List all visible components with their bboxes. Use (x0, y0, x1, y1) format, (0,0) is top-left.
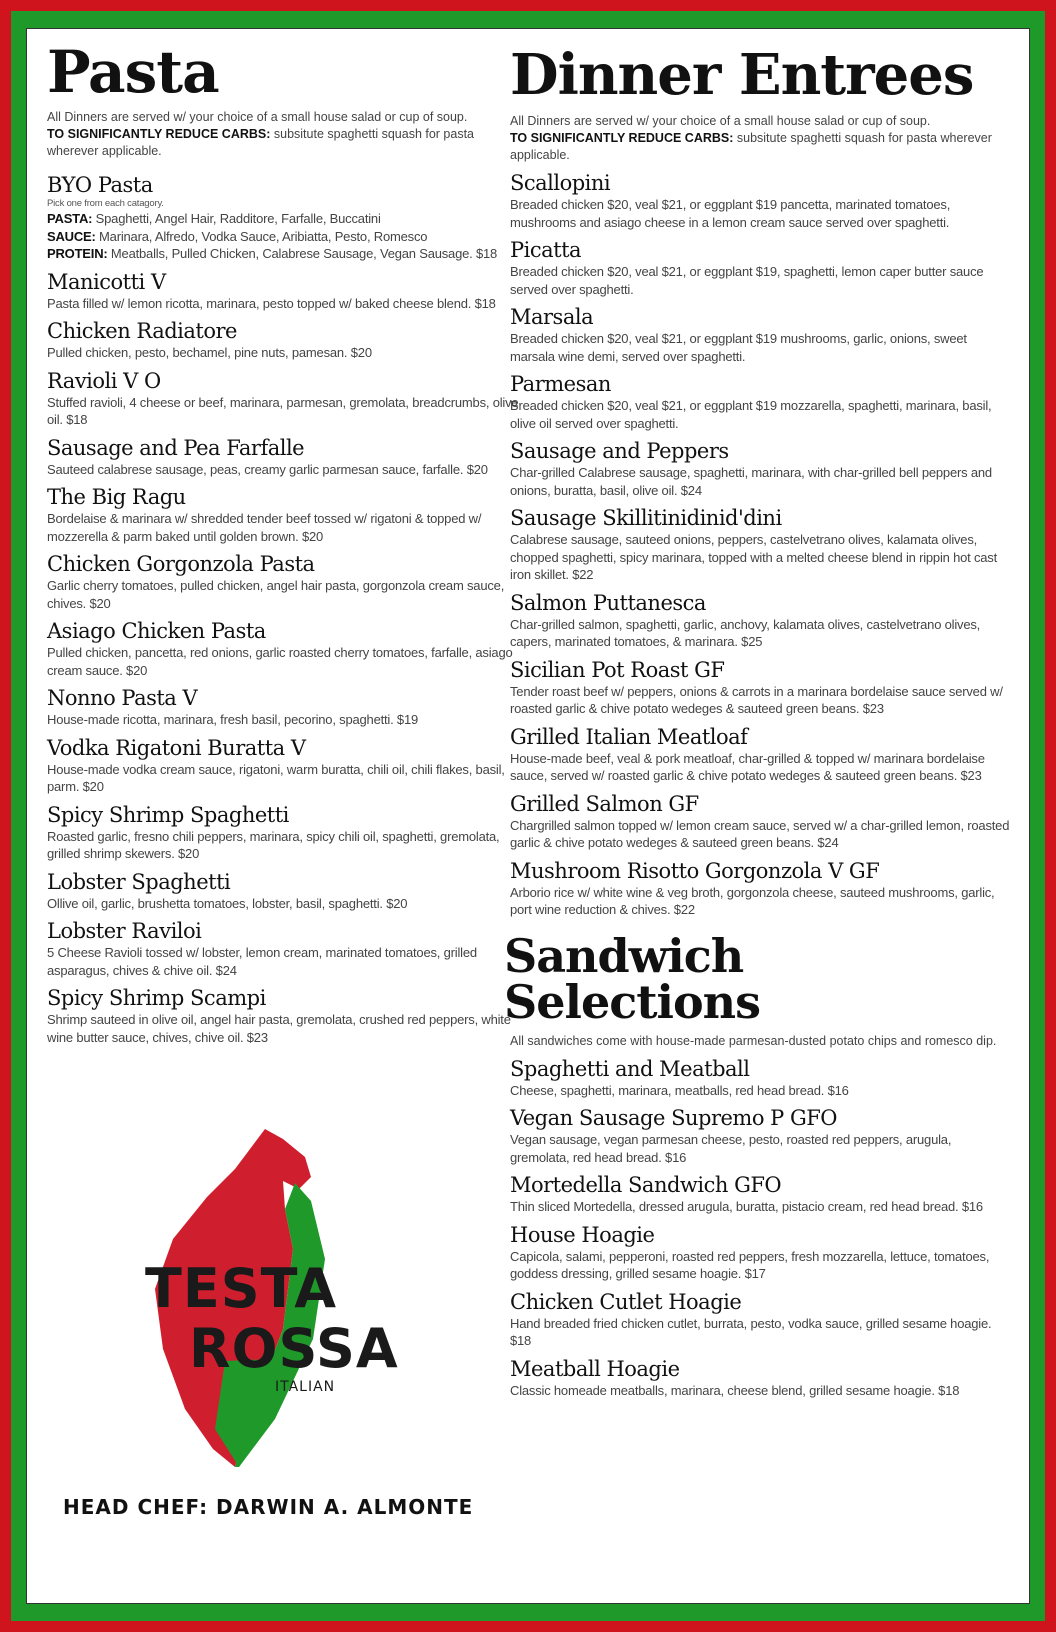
menu-item (47, 802, 527, 863)
menu-item (510, 657, 1010, 718)
entrees-column (504, 29, 1010, 1399)
item-note: Pick one from each catagory. (47, 198, 164, 209)
menu-item (510, 505, 1010, 584)
sandwiches-intro: All sandwiches come with house-made parmesan-dusted potato chips and romesco dip. (510, 1033, 997, 1048)
menu-item (47, 918, 527, 979)
testa-rossa-logo (115, 1129, 399, 1469)
item-description: Pulled chicken, pancetta, red onions, garlic roasted cherry tomatoes, farfalle, asiago cream sauce. $20 (47, 645, 513, 678)
menu-item (47, 435, 527, 479)
item-description: House-made beef, veal & pork meatloaf, char-grilled & topped w/ marinara bordelaise sauce, served w/ roasted garlic & chive potato wedeges & sauteed green beans. $23 (510, 750, 985, 783)
item-description: Sauteed calabrese sausage, peas, creamy garlic parmesan sauce, farfalle. $20 (47, 461, 488, 477)
menu-item (510, 724, 1010, 785)
pasta-items-list (47, 269, 527, 1047)
item-name: Grilled Salmon GF (510, 791, 699, 816)
menu-item (510, 304, 1010, 365)
item-name: Parmesan (510, 372, 611, 396)
item-description: Tender roast beef w/ peppers, onions & carrots in a marinara bordelaise sauce served w/ roasted garlic & chive potato wedeges & sauteed green beans. $23 (510, 683, 1003, 716)
item-description: Roasted garlic, fresno chili peppers, marinara, spicy chili oil, spaghetti, gremolata, grilled shrimp skewers. $20 (47, 828, 500, 861)
item-name: Chicken Radiatore (47, 319, 237, 343)
item-name: Chicken Cutlet Hoagie (510, 1289, 742, 1314)
item-description: Stuffed ravioli, 4 cheese or beef, marinara, parmesan, gremolata, breadcrumbs, olive oil. $18 (47, 394, 519, 427)
byo-sauce-line: SAUCE: Marinara, Alfredo, Vodka Sauce, Aribiatta, Pesto, Romesco (47, 228, 428, 244)
menu-item (47, 869, 527, 913)
item-description: Capicola, salami, pepperoni, roasted red peppers, fresh mozzarella, lettuce, tomatoes, goddess dressing, grilled sesame hoagie. $17 (510, 1248, 990, 1281)
item-description: Garlic cherry tomatoes, pulled chicken, angel hair pasta, gorgonzola cream sauce, chives. $20 (47, 578, 505, 611)
menu-item (510, 237, 1010, 298)
menu-item (47, 318, 527, 362)
item-name: BYO Pasta (47, 173, 153, 197)
menu-page (26, 28, 1030, 1604)
menu-item (47, 269, 527, 313)
menu-item (47, 735, 527, 796)
item-description: Breaded chicken $20, veal $21, or eggplant $19, spaghetti, lemon caper butter sauce served over spaghetti. (510, 264, 984, 297)
item-name: Manicotti V (47, 269, 166, 294)
item-name: Sicilian Pot Roast GF (510, 657, 725, 682)
item-name: Mortedella Sandwich GFO (510, 1173, 782, 1197)
item-name: Sausage and Pea Farfalle (47, 435, 305, 460)
menu-item (47, 484, 527, 545)
item-description: Vegan sausage, vegan parmesan cheese, pesto, roasted red peppers, arugula, gremolata, red head bread. $16 (510, 1132, 952, 1165)
item-description: Arborio rice w/ white wine & veg broth, gorgonzola cheese, sauteed mushrooms, garlic, port wine reduction & chives. $22 (510, 884, 995, 917)
menu-item (510, 791, 1010, 852)
pasta-column (47, 29, 527, 1046)
item-name: Sausage Skillitinidinid'dini (510, 506, 782, 530)
item-name: Chicken Gorgonzola Pasta (47, 552, 315, 576)
item-name: Sausage and Peppers (510, 439, 729, 463)
item-description: House-made vodka cream sauce, rigatoni, warm buratta, chili oil, chili flakes, basil, parm. $20 (47, 761, 505, 794)
item-description: Pulled chicken, pesto, bechamel, pine nuts, pamesan. $20 (47, 345, 372, 360)
menu-item (510, 858, 1010, 919)
entrees-intro: All Dinners are served w/ your choice of a small house salad or cup of soup. TO SIGNIFICANTLY REDUCE CARBS: subsitute spaghetti squash for pasta wherever applicable. (510, 114, 992, 162)
item-name: House Hoagie (510, 1222, 655, 1247)
item-name: Salmon Puttanesca (510, 590, 706, 615)
menu-item (47, 172, 527, 263)
item-name: Spicy Shrimp Scampi (47, 986, 266, 1010)
menu-item (47, 985, 527, 1046)
item-name: Ravioli V O (47, 368, 161, 393)
item-description: 5 Cheese Ravioli tossed w/ lobster, lemon cream, marinated tomatoes, grilled asparagus, chives & chive oil. $24 (47, 945, 477, 978)
item-description: Char-grilled Calabrese sausage, spaghetti, marinara, with char-grilled bell peppers and onions, buratta, basil, olive oil. $24 (510, 465, 992, 498)
entree-items-list (510, 170, 1010, 919)
byo-pasta-line: PASTA: Spaghetti, Angel Hair, Radditore, Farfalle, Buccatini (47, 211, 381, 226)
item-name: Spicy Shrimp Spaghetti (47, 802, 289, 827)
item-name: Lobster Raviloi (47, 919, 202, 943)
menu-item (510, 438, 1010, 499)
sandwich-items-list (510, 1056, 1010, 1400)
item-description: House-made ricotta, marinara, fresh basil, pecorino, spaghetti. $19 (47, 712, 419, 727)
menu-item (510, 1356, 1010, 1400)
menu-item (510, 1105, 1010, 1166)
item-name: Lobster Spaghetti (47, 869, 231, 894)
item-description: Ollive oil, garlic, brushetta tomatoes, lobster, basil, spaghetti. $20 (47, 895, 408, 911)
item-name: Marsala (510, 305, 594, 329)
item-name: The Big Ragu (47, 485, 186, 509)
item-name: Picatta (510, 238, 582, 262)
entrees-title: Dinner Entrees (510, 42, 974, 108)
item-description: Hand breaded fried chicken cutlet, burrata, pesto, vodka sauce, grilled sesame hoagie. $18 (510, 1315, 992, 1348)
item-name: Grilled Italian Meatloaf (510, 724, 748, 749)
menu-item (510, 1172, 1010, 1216)
item-name: Nonno Pasta V (47, 686, 198, 710)
item-description: Chargrilled salmon topped w/ lemon cream sauce, served w/ a char-grilled lemon, roasted garlic & chive potato wedeges & sauteed green beans. $24 (510, 817, 1010, 850)
menu-item (510, 170, 1010, 231)
item-description: Cheese, spaghetti, marinara, meatballs, red head bread. $16 (510, 1082, 849, 1098)
item-name: Spaghetti and Meatball (510, 1056, 750, 1081)
item-description: Thin sliced Mortedella, dressed arugula, buratta, pistacio cream, red head bread. $16 (510, 1199, 983, 1214)
item-name: Scallopini (510, 171, 611, 195)
item-name: Vodka Rigatoni Buratta V (47, 735, 306, 760)
menu-item (47, 551, 527, 612)
item-description: Char-grilled salmon, spaghetti, garlic, anchovy, kalamata olives, castelvetrano olives, capers, marinated tomatoes, & marinara. $25 (510, 616, 981, 649)
item-name: Meatball Hoagie (510, 1356, 680, 1381)
pasta-title: Pasta (47, 38, 219, 106)
logo-line2: ROSSA (189, 1317, 399, 1380)
logo-line1: TESTA (145, 1257, 338, 1320)
menu-item (510, 1056, 1010, 1100)
menu-item (47, 618, 527, 679)
menu-item (47, 368, 527, 429)
item-description: Bordelaise & marinara w/ shredded tender beef tossed w/ rigatoni & topped w/ mozzerella & parm baked until golden brown. $20 (47, 511, 482, 544)
item-description: Calabrese sausage, sauteed onions, peppers, castelvetrano olives, kalamata olives, chopped spaghetti, spicy marinara, topped with a melted cheese blend in rippin hot cast iron skillet. $22 (510, 532, 998, 582)
menu-item (510, 1289, 1010, 1350)
item-description: Breaded chicken $20, veal $21, or eggplant $19 mozzarella, spaghetti, marinara, basil, olive oil served over spaghetti. (510, 398, 992, 431)
menu-item (510, 1222, 1010, 1283)
byo-protein-line: PROTEIN: Meatballs, Pulled Chicken, Calabrese Sausage, Vegan Sausage. $18 (47, 246, 498, 261)
menu-item (47, 685, 527, 729)
item-name: Vegan Sausage Supremo P GFO (510, 1106, 838, 1130)
sandwiches-title: Sandwich Selections (504, 928, 760, 1029)
item-name: Asiago Chicken Pasta (47, 619, 266, 643)
item-description: Classic homeade meatballs, marinara, cheese blend, grilled sesame hoagie. $18 (510, 1382, 960, 1398)
item-description: Pasta filled w/ lemon ricotta, marinara, pesto topped w/ baked cheese blend. $18 (47, 295, 496, 311)
item-name: Mushroom Risotto Gorgonzola V GF (510, 858, 880, 883)
item-description: Shrimp sauteed in olive oil, angel hair pasta, gremolata, crushed red peppers, white wine butter sauce, chives, chive oil. $23 (47, 1012, 511, 1045)
menu-item (510, 371, 1010, 432)
logo-line3: ITALIAN (275, 1379, 336, 1395)
head-chef-credit: HEAD CHEF: DARWIN A. ALMONTE (63, 1495, 474, 1519)
item-description: Breaded chicken $20, veal $21, or eggplant $19 mushrooms, garlic, onions, sweet marsala wine demi, served over spaghetti. (510, 331, 967, 364)
item-description: Breaded chicken $20, veal $21, or eggplant $19 pancetta, marinated tomatoes, mushrooms and asiago cheese in a lemon cream sauce served over spaghetti. (510, 197, 951, 230)
pasta-intro: All Dinners are served w/ your choice of a small house salad or cup of soup. TO SIGNIFICANTLY REDUCE CARBS: subsitute spaghetti squash for pasta wherever applicable. (47, 110, 475, 158)
menu-item (510, 590, 1010, 651)
